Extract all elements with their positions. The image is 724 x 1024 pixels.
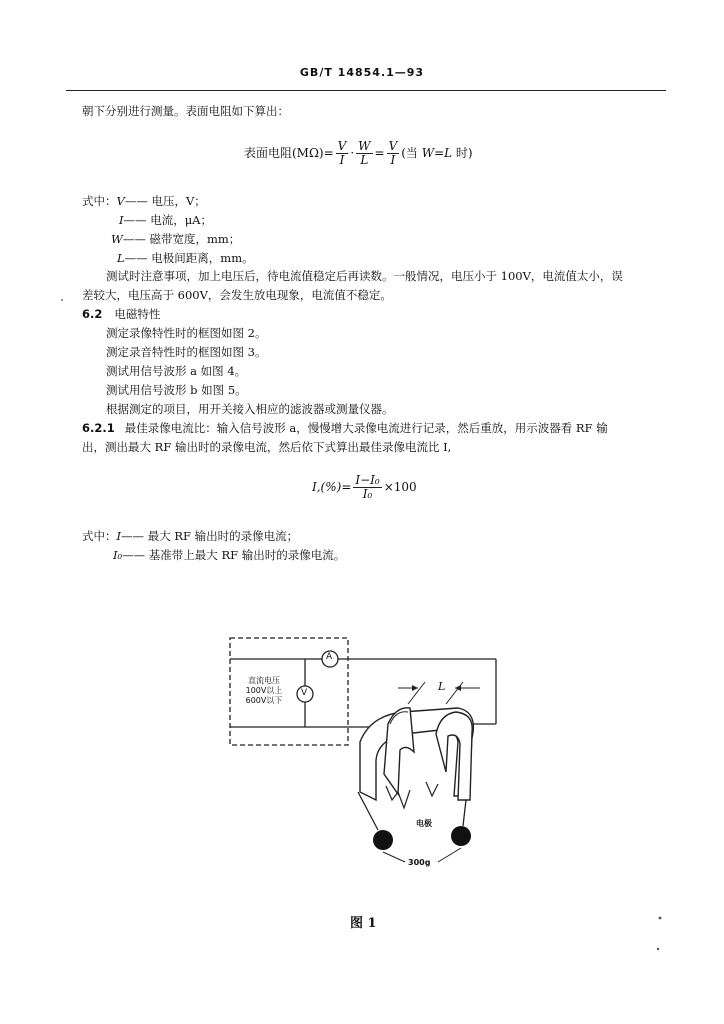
formula1-eq: =	[374, 146, 385, 160]
dim-extension-left	[408, 682, 425, 704]
where1-i-desc: —— 电流，μA；	[123, 213, 212, 227]
where1-v-desc: —— 电压，V；	[124, 194, 206, 208]
where1-prefix: 式中：	[82, 194, 117, 208]
dim-arrow-left	[412, 685, 418, 691]
intro-line: 朝下分别进行测量。表面电阻如下算出：	[82, 104, 289, 118]
scan-speck	[659, 917, 662, 920]
where1-w-desc: —— 磁带宽度，mm；	[122, 232, 241, 246]
dc-supply-line-2: 100V以上	[245, 686, 283, 695]
formula1-f1-num: V	[337, 139, 347, 153]
weight-label: 300g	[408, 858, 431, 867]
section-6-2-1-number: 6.2.1	[82, 421, 115, 435]
section-6-2-item: 测定录音特性时的框图如图 3。	[106, 345, 267, 359]
where1-l-desc: —— 电极间距离，mm。	[124, 251, 254, 265]
formula2-rhs: ×100	[383, 480, 417, 494]
section-6-2-item: 测定录像特性时的框图如图 2。	[106, 326, 267, 340]
where2-i0-desc: —— 基准带上最大 RF 输出时的录像电流。	[122, 548, 346, 562]
note-line-1: 测试时注意事项，加上电压后，待电流值稳定后再读数。一般情况，电压小于 100V，电流值太小，误	[106, 269, 623, 283]
formula1-cond-open: (当	[401, 146, 422, 160]
dimension-l-label: L	[438, 680, 446, 693]
formula2-num: I−I₀	[355, 473, 380, 487]
left-terminal-icon	[373, 830, 393, 850]
formula2-den: I₀	[362, 487, 373, 501]
where1-w-symbol: W	[111, 232, 123, 246]
electrode-lead-right	[463, 800, 466, 826]
dc-supply-line-3: 600V以下	[245, 696, 283, 705]
formula2-lhs: I,(%)=	[312, 480, 352, 494]
note-line-2: 差较大，电压高于 600V，会发生放电现象，电流值不稳定。	[82, 288, 392, 302]
formula1-f3-den: I	[390, 153, 396, 167]
section-6-2-1-text: 最佳录像电流比：输入信号波形 a，慢慢增大录像电流进行记录，然后重放，用示波器看 RF 输	[124, 421, 608, 435]
dc-supply-label	[236, 676, 292, 706]
weight-dim-right	[438, 848, 461, 862]
section-6-2-item: 测试用信号波形 b 如图 5。	[106, 383, 247, 397]
document-header: GB/T 14854.1—93	[299, 66, 425, 79]
formula1-dot: ·	[350, 146, 355, 160]
section-6-2-title: 电磁特性	[114, 307, 161, 321]
section-6-2-1-line-2: 出，测出最大 RF 输出时的录像电流，然后依下式算出最佳录像电流比 I,	[82, 440, 452, 454]
scan-speck	[61, 299, 63, 301]
where2-i-desc: —— 最大 RF 输出时的录像电流；	[121, 529, 299, 543]
where1-l-symbol: L	[117, 251, 125, 265]
dc-supply-line-1: 直流电压	[248, 676, 280, 685]
section-6-2-number: 6.2	[82, 307, 103, 321]
formula1-f1-den: I	[339, 153, 345, 167]
formula1-f3-num: V	[388, 139, 398, 153]
where2-i0-symbol: I₀	[113, 548, 123, 562]
formula1-cond-expr: W=L	[421, 146, 453, 160]
formula1-cond-close: 时)	[452, 146, 473, 160]
weight-dim-left	[383, 852, 405, 862]
dim-extension-right	[446, 682, 463, 704]
right-terminal-icon	[451, 826, 471, 846]
weight-leg-right	[426, 782, 438, 796]
figure-1-caption: 图 1	[350, 916, 377, 931]
where2-i-symbol: I	[116, 529, 122, 543]
electrode-label: 电极	[416, 819, 432, 828]
where1-v-symbol: V	[116, 194, 125, 208]
formula1-f2-den: L	[360, 153, 369, 167]
voltmeter-label: V	[301, 688, 308, 698]
where1-i-symbol: I	[119, 213, 124, 227]
formula1-f2-num: W	[358, 139, 371, 153]
section-6-2-item: 根据测定的项目，用开关接入相应的滤波器或测量仪器。	[106, 402, 394, 416]
ammeter-label: A	[326, 652, 333, 662]
section-6-2-item: 测试用信号波形 a 如图 4。	[106, 364, 247, 378]
scan-speck	[657, 948, 659, 950]
where2-prefix: 式中：	[82, 529, 117, 543]
formula1-lhs: 表面电阻(MΩ)=	[244, 146, 334, 160]
